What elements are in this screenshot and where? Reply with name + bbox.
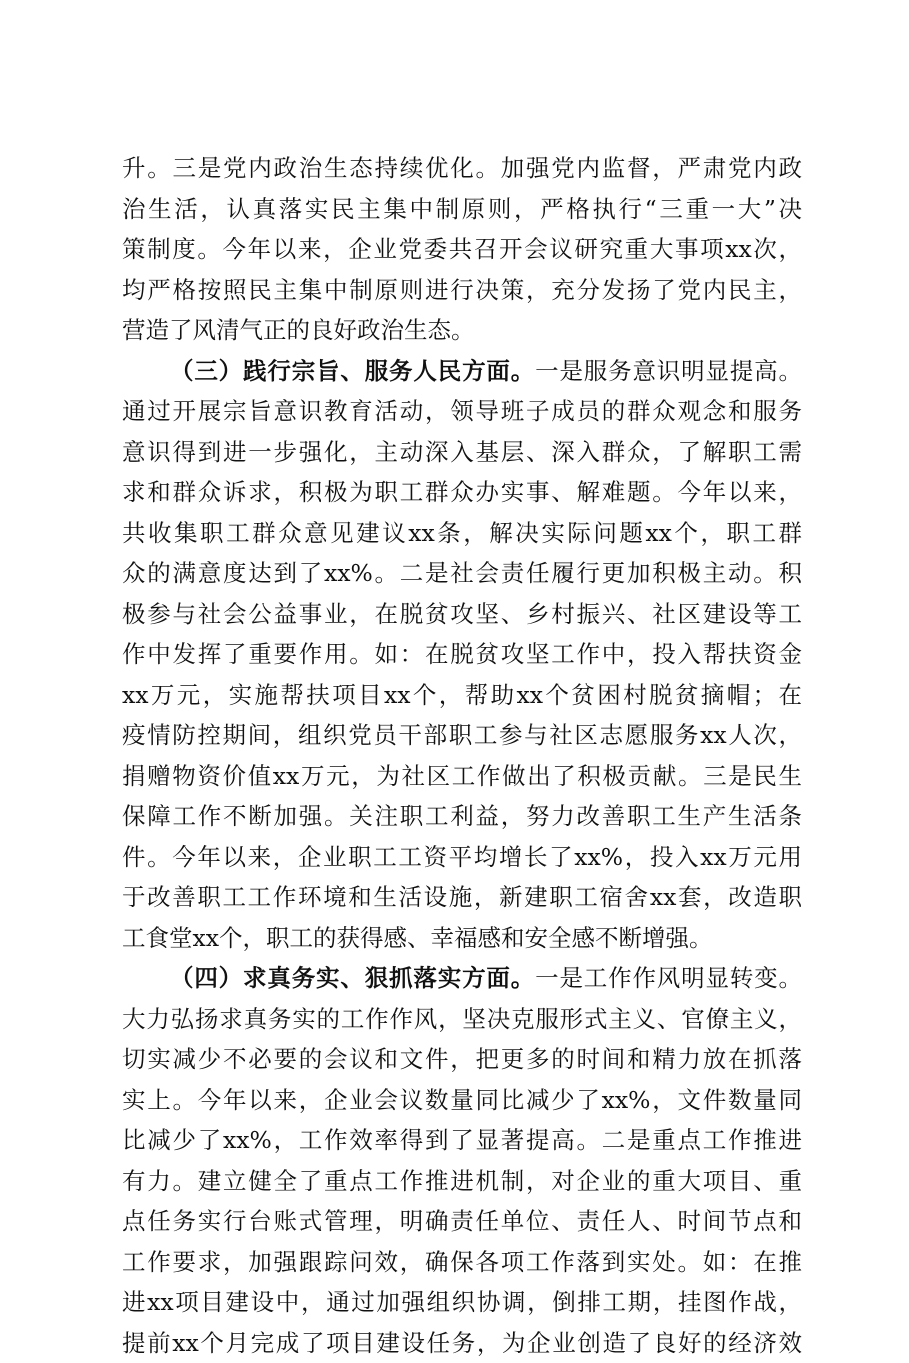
paragraph-line: 有力。建立健全了重点工作推进机制，对企业的重大项目、重	[122, 1161, 802, 1202]
paragraph-line: 意识得到进一步强化，主动深入基层、深入群众，了解职工需	[122, 432, 802, 473]
paragraph-line: xx万元，实施帮扶项目xx个，帮助xx个贫困村脱贫摘帽；在	[122, 675, 802, 716]
paragraph-line: 于改善职工工作环境和生活设施，新建职工宿舍xx套，改造职	[122, 877, 802, 918]
paragraph-line: 比减少了xx%，工作效率得到了显著提高。二是重点工作推进	[122, 1120, 802, 1161]
section-heading: （三）践行宗旨、服务人民方面。	[170, 357, 535, 385]
paragraph-line: 捐赠物资价值xx万元，为社区工作做出了积极贡献。三是民生	[122, 756, 802, 797]
paragraph-line: 作中发挥了重要作用。如：在脱贫攻坚工作中，投入帮扶资金	[122, 634, 802, 675]
paragraph-line: 众的满意度达到了xx%。二是社会责任履行更加积极主动。积	[122, 553, 802, 594]
section-heading-line	[122, 351, 802, 392]
paragraph-line: 策制度。今年以来，企业党委共召开会议研究重大事项xx次，	[122, 229, 802, 270]
paragraph-line: 大力弘扬求真务实的工作作风，坚决克服形式主义、官僚主义，	[122, 999, 802, 1040]
paragraph-text: 一是服务意识明显提高。	[535, 357, 802, 385]
paragraph-line: 均严格按照民主集中制原则进行决策，充分发扬了党内民主，	[122, 270, 802, 311]
paragraph-line: 求和群众诉求，积极为职工群众办实事、解难题。今年以来，	[122, 472, 802, 513]
paragraph-line: 进xx项目建设中，通过加强组织协调，倒排工期，挂图作战，	[122, 1282, 802, 1323]
paragraph-text: 一是工作作风明显转变。	[535, 964, 802, 992]
paragraph-line: 保障工作不断加强。关注职工利益，努力改善职工生产生活条	[122, 796, 802, 837]
document-body	[122, 148, 802, 1363]
paragraph-line: 件。今年以来，企业职工工资平均增长了xx%，投入xx万元用	[122, 837, 802, 878]
paragraph-line: 治生活，认真落实民主集中制原则，严格执行“三重一大”决	[122, 189, 802, 230]
paragraph-line: 实上。今年以来，企业会议数量同比减少了xx%，文件数量同	[122, 1080, 802, 1121]
paragraph-line: 通过开展宗旨意识教育活动，领导班子成员的群众观念和服务	[122, 391, 802, 432]
paragraph-line: 疫情防控期间，组织党员干部职工参与社区志愿服务xx人次，	[122, 715, 802, 756]
paragraph-line: 极参与社会公益事业，在脱贫攻坚、乡村振兴、社区建设等工	[122, 594, 802, 635]
section-heading: （四）求真务实、狠抓落实方面。	[170, 964, 535, 992]
section-heading-line	[122, 958, 802, 999]
paragraph-line: 营造了风清气正的良好政治生态。	[122, 310, 802, 351]
paragraph-line: 工作要求，加强跟踪问效，确保各项工作落到实处。如：在推	[122, 1242, 802, 1283]
paragraph-line: 共收集职工群众意见建议xx条，解决实际问题xx个，职工群	[122, 513, 802, 554]
paragraph-line: 工食堂xx个，职工的获得感、幸福感和安全感不断增强。	[122, 918, 802, 959]
paragraph-line: 提前xx个月完成了项目建设任务，为企业创造了良好的经济效	[122, 1323, 802, 1363]
paragraph-line: 切实减少不必要的会议和文件，把更多的时间和精力放在抓落	[122, 1039, 802, 1080]
paragraph-line: 点任务实行台账式管理，明确责任单位、责任人、时间节点和	[122, 1201, 802, 1242]
paragraph-line: 升。三是党内政治生态持续优化。加强党内监督，严肃党内政	[122, 148, 802, 189]
